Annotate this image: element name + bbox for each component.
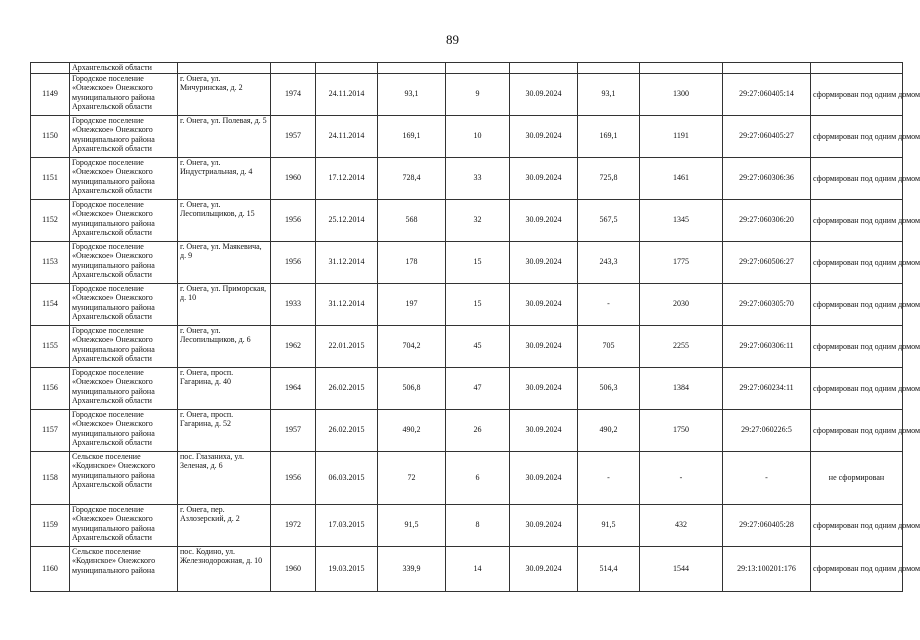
cell-num — [31, 63, 70, 74]
cell-year: 1957 — [271, 409, 316, 451]
cell-land-status: сформирован под одним домом — [811, 115, 903, 157]
cell-residents: 14 — [446, 546, 510, 591]
cell-planned-date: 30.09.2024 — [510, 157, 578, 199]
cell-year: 1956 — [271, 451, 316, 504]
cell-num: 1155 — [31, 325, 70, 367]
cell-land-status: сформирован под одним домом — [811, 367, 903, 409]
cell-residents: 32 — [446, 199, 510, 241]
table-row — [31, 546, 903, 591]
cell-cadastral-number: 29:13:100201:176 — [723, 546, 811, 591]
cell-address: пос. Глазаниха, ул. Зеленая, д. 6 — [178, 451, 271, 504]
cell-land-status: сформирован под одним домом — [811, 157, 903, 199]
cell-area-current: 567,5 — [578, 199, 640, 241]
cell-land-status: сформирован под одним домом — [811, 409, 903, 451]
cell-cadastral-number: 29:27:060306:36 — [723, 157, 811, 199]
cell-area: 93,1 — [378, 73, 446, 115]
cell-settlement: Городское поселение «Онежское» Онежского муниципального района Архангельской области — [70, 283, 178, 325]
table-row — [31, 504, 903, 546]
cell-cadastral-number: 29:27:060405:27 — [723, 115, 811, 157]
cell-area-current: 243,3 — [578, 241, 640, 283]
cell-num: 1158 — [31, 451, 70, 504]
cell-area-current: 91,5 — [578, 504, 640, 546]
table-row — [31, 115, 903, 157]
cell-address: г. Онега, просп. Гагарина, д. 40 — [178, 367, 271, 409]
cell-area-current: - — [578, 283, 640, 325]
cell-settlement: Сельское поселение «Кодинское» Онежского муниципального района — [70, 546, 178, 591]
cell-area: 178 — [378, 241, 446, 283]
cell-date-recognized: 24.11.2014 — [316, 115, 378, 157]
cell-cadastral-number: 29:27:060305:70 — [723, 283, 811, 325]
table-row — [31, 73, 903, 115]
cell-address: г. Онега, просп. Гагарина, д. 52 — [178, 409, 271, 451]
cell-residents: 10 — [446, 115, 510, 157]
cell-date-recognized: 25.12.2014 — [316, 199, 378, 241]
cell-land-status: сформирован под одним домом — [811, 504, 903, 546]
cell-planned-date: 30.09.2024 — [510, 325, 578, 367]
cell-date-recognized: 06.03.2015 — [316, 451, 378, 504]
cell-settlement: Городское поселение «Онежское» Онежского муниципального района Архангельской области — [70, 367, 178, 409]
cell-date-recognized: 24.11.2014 — [316, 73, 378, 115]
cell-area-current: 490,2 — [578, 409, 640, 451]
cell-planned-date: 30.09.2024 — [510, 241, 578, 283]
cell-land-status: сформирован под одним домом — [811, 241, 903, 283]
table-row — [31, 199, 903, 241]
cell-planned-date: 30.09.2024 — [510, 504, 578, 546]
cell-settlement: Городское поселение «Онежское» Онежского муниципального района Архангельской области — [70, 115, 178, 157]
table-row — [31, 325, 903, 367]
cell-area-current: 725,8 — [578, 157, 640, 199]
cell-land-status: сформирован под одним домом — [811, 199, 903, 241]
cell-land-area: 1191 — [640, 115, 723, 157]
cell-area-current: 169,1 — [578, 115, 640, 157]
cell-area: 704,2 — [378, 325, 446, 367]
cell-year: 1974 — [271, 73, 316, 115]
cell-cadastral-number: 29:27:060234:11 — [723, 367, 811, 409]
cell-residents: 45 — [446, 325, 510, 367]
cell-date-recognized: 17.12.2014 — [316, 157, 378, 199]
cell-cadastral-number: 29:27:060226:5 — [723, 409, 811, 451]
cell-year: 1956 — [271, 241, 316, 283]
cell-land-area: 1544 — [640, 546, 723, 591]
cell-num: 1152 — [31, 199, 70, 241]
cell-residents: 47 — [446, 367, 510, 409]
cell-planned-date: 30.09.2024 — [510, 451, 578, 504]
cell-year: 1960 — [271, 546, 316, 591]
cell-land-area: 1750 — [640, 409, 723, 451]
cell-num: 1153 — [31, 241, 70, 283]
cell-residents: 26 — [446, 409, 510, 451]
cell-planned-date: 30.09.2024 — [510, 367, 578, 409]
cell-area: 197 — [378, 283, 446, 325]
cell-area-current: - — [578, 451, 640, 504]
cell-area-current: 514,4 — [578, 546, 640, 591]
cell-area: 490,2 — [378, 409, 446, 451]
cell-land-area: 1300 — [640, 73, 723, 115]
table-row — [31, 451, 903, 504]
cell-num: 1150 — [31, 115, 70, 157]
cell-area-current: 93,1 — [578, 73, 640, 115]
cell-cadastral-number: 29:27:060405:14 — [723, 73, 811, 115]
cell-cadastral-number: 29:27:060405:28 — [723, 504, 811, 546]
cell-year: 1956 — [271, 199, 316, 241]
cell-num: 1157 — [31, 409, 70, 451]
cell-area: 339,9 — [378, 546, 446, 591]
cell-year: 1960 — [271, 157, 316, 199]
cell-area-current: 705 — [578, 325, 640, 367]
cell-address: г. Онега, ул. Маякевича, д. 9 — [178, 241, 271, 283]
cell-residents: 9 — [446, 73, 510, 115]
cell-residents: 8 — [446, 504, 510, 546]
cell-num: 1156 — [31, 367, 70, 409]
cell-land-area: 1461 — [640, 157, 723, 199]
cell-land-area: - — [640, 451, 723, 504]
cell-date-recognized: 26.02.2015 — [316, 367, 378, 409]
cell-address: пос. Кодино, ул. Железнодорожная, д. 10 — [178, 546, 271, 591]
cell-settlement: Архангельской области — [70, 63, 178, 74]
cell-area-current: 506,3 — [578, 367, 640, 409]
table-row — [31, 283, 903, 325]
table-row — [31, 409, 903, 451]
cell-year: 1962 — [271, 325, 316, 367]
cell-land-area: 1345 — [640, 199, 723, 241]
cell-address: г. Онега, ул. Индустриальная, д. 4 — [178, 157, 271, 199]
cell-settlement: Городское поселение «Онежское» Онежского муниципального района Архангельской области — [70, 241, 178, 283]
cell-settlement: Городское поселение «Онежское» Онежского муниципального района Архангельской области — [70, 157, 178, 199]
cell-residents: 15 — [446, 241, 510, 283]
cell-address: г. Онега, пер. Азлозерский, д. 2 — [178, 504, 271, 546]
cell-land-area: 1384 — [640, 367, 723, 409]
cell-cadastral-number: 29:27:060306:20 — [723, 199, 811, 241]
cell-year: 1957 — [271, 115, 316, 157]
cell-date-recognized: 31.12.2014 — [316, 241, 378, 283]
cell-settlement: Городское поселение «Онежское» Онежского муниципального района Архангельской области — [70, 504, 178, 546]
cell-num: 1154 — [31, 283, 70, 325]
cell-land-area: 432 — [640, 504, 723, 546]
cell-planned-date: 30.09.2024 — [510, 546, 578, 591]
cell-residents: 6 — [446, 451, 510, 504]
cell-date-recognized: 19.03.2015 — [316, 546, 378, 591]
cell-settlement: Городское поселение «Онежское» Онежского муниципального района Архангельской области — [70, 325, 178, 367]
cell-settlement: Городское поселение «Онежское» Онежского муниципального района Архангельской области — [70, 199, 178, 241]
cell-year: 1972 — [271, 504, 316, 546]
table-row — [31, 157, 903, 199]
cell-cadastral-number: 29:27:060306:11 — [723, 325, 811, 367]
cell-address: г. Онега, ул. Лесопильщиков, д. 6 — [178, 325, 271, 367]
cell-area: 728,4 — [378, 157, 446, 199]
cell-land-status: не сформирован — [811, 451, 903, 504]
cell-year: 1964 — [271, 367, 316, 409]
cell-address: г. Онега, ул. Лесопильщиков, д. 15 — [178, 199, 271, 241]
cell-date-recognized: 26.02.2015 — [316, 409, 378, 451]
cell-residents: 33 — [446, 157, 510, 199]
cell-num: 1151 — [31, 157, 70, 199]
cell-planned-date: 30.09.2024 — [510, 115, 578, 157]
cell-land-status: сформирован под одним домом — [811, 73, 903, 115]
cell-planned-date: 30.09.2024 — [510, 199, 578, 241]
cell-date-recognized: 17.03.2015 — [316, 504, 378, 546]
page-number: 89 — [446, 32, 459, 47]
cell-land-status: сформирован под одним домом — [811, 546, 903, 591]
cell-area: 72 — [378, 451, 446, 504]
cell-settlement: Сельское поселение «Кодинское» Онежского муниципального района Архангельской области — [70, 451, 178, 504]
cell-address: г. Онега, ул. Мичуринская, д. 2 — [178, 73, 271, 115]
cell-cadastral-number: - — [723, 451, 811, 504]
cell-land-area: 2255 — [640, 325, 723, 367]
housing-registry-table — [30, 62, 920, 592]
cell-address: г. Онега, ул. Приморская, д. 10 — [178, 283, 271, 325]
cell-land-status: сформирован под одним домом — [811, 325, 903, 367]
cell-residents: 15 — [446, 283, 510, 325]
cell-num: 1159 — [31, 504, 70, 546]
cell-address: г. Онега, ул. Полевая, д. 5 — [178, 115, 271, 157]
cell-area: 169,1 — [378, 115, 446, 157]
cell-area: 91,5 — [378, 504, 446, 546]
cell-num: 1160 — [31, 546, 70, 591]
cell-date-recognized: 22.01.2015 — [316, 325, 378, 367]
cell-settlement: Городское поселение «Онежское» Онежского муниципального района Архангельской области — [70, 409, 178, 451]
cell-date-recognized: 31.12.2014 — [316, 283, 378, 325]
table-row — [31, 367, 903, 409]
cell-num: 1149 — [31, 73, 70, 115]
cell-planned-date: 30.09.2024 — [510, 409, 578, 451]
cell-year: 1933 — [271, 283, 316, 325]
cell-area: 506,8 — [378, 367, 446, 409]
cell-settlement: Городское поселение «Онежское» Онежского муниципального района Архангельской области — [70, 73, 178, 115]
cell-land-area: 1775 — [640, 241, 723, 283]
cell-cadastral-number: 29:27:060506:27 — [723, 241, 811, 283]
table-row — [31, 241, 903, 283]
cell-land-status: сформирован под одним домом — [811, 283, 903, 325]
cell-land-area: 2030 — [640, 283, 723, 325]
cell-planned-date: 30.09.2024 — [510, 73, 578, 115]
carry-over-row — [31, 63, 903, 74]
cell-planned-date: 30.09.2024 — [510, 283, 578, 325]
cell-area: 568 — [378, 199, 446, 241]
